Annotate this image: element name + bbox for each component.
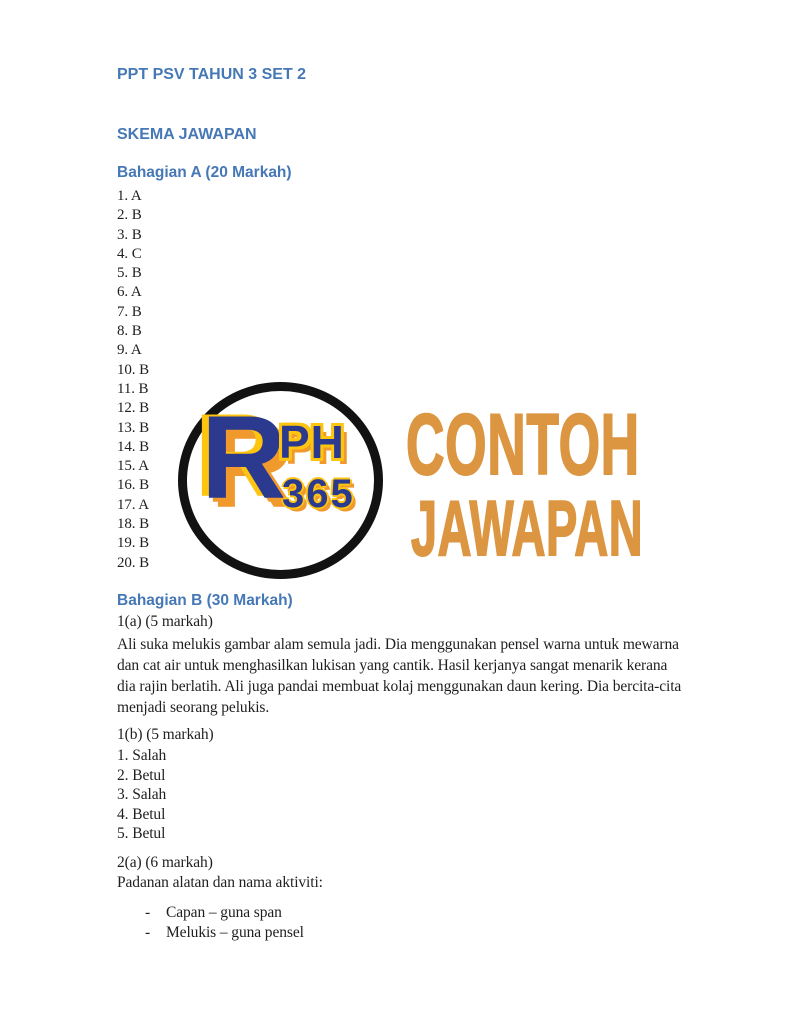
section-a-answer-list xyxy=(117,187,149,573)
bullet-item xyxy=(117,903,304,923)
watermark-contoh: CONTOH xyxy=(406,397,640,493)
q2a-bullet-list xyxy=(117,903,304,943)
answer-item: 15. A xyxy=(117,458,150,475)
answer-item: 5. B xyxy=(117,265,142,282)
answer-item: 16. B xyxy=(117,477,150,494)
bullet-text: Melukis – guna pensel xyxy=(166,924,304,941)
answer-item: 1. Salah xyxy=(117,747,167,764)
answer-item: 3. B xyxy=(117,226,142,243)
doc-subtitle: SKEMA JAWAPAN xyxy=(117,126,257,143)
bullet-dash: - xyxy=(145,924,151,941)
answer-item: 11. B xyxy=(117,380,149,397)
answer-item: 4. C xyxy=(117,245,142,262)
q1b-answer-list xyxy=(117,746,166,844)
logo-number-365: 365 xyxy=(282,472,355,516)
section-b-heading: Bahagian B (30 Markah) xyxy=(117,592,293,609)
answer-item: 10. B xyxy=(117,361,150,378)
q2a-intro: Padanan alatan dan nama aktiviti: xyxy=(117,874,323,891)
q1b-label: 1(b) (5 markah) xyxy=(117,726,214,743)
answer-item: 3. Salah xyxy=(117,786,167,804)
watermark-jawapan: JAWAPAN xyxy=(411,484,644,572)
paragraph-line: menjadi seorang pelukis. xyxy=(117,699,270,716)
bullet-dash: - xyxy=(145,904,151,921)
logo-letters-ph: PH xyxy=(279,416,345,468)
answer-item: 19. B xyxy=(117,535,150,552)
answer-item: 17. A xyxy=(117,496,150,513)
answer-item: 9. A xyxy=(117,342,142,359)
answer-item: 4. Betul xyxy=(117,805,166,823)
answer-item: 1. A xyxy=(117,188,142,204)
answer-item: 5. Betul xyxy=(117,825,166,843)
q1a-paragraph xyxy=(117,634,681,718)
answer-item: 14. B xyxy=(117,438,150,455)
logo-letter-r: R xyxy=(201,392,287,524)
answer-item: 6. A xyxy=(117,284,142,301)
bullet-text: Capan – guna span xyxy=(166,904,282,921)
q1a-label: 1(a) (5 markah) xyxy=(117,613,213,630)
answer-item: 12. B xyxy=(117,400,150,417)
answer-item: 20. B xyxy=(117,554,150,571)
answer-item: 2. Betul xyxy=(117,766,166,784)
rph365-logo xyxy=(178,382,383,579)
bullet-item xyxy=(117,923,304,943)
answer-item: 7. B xyxy=(117,303,142,320)
answer-item: 8. B xyxy=(117,323,142,340)
q2a-label: 2(a) (6 markah) xyxy=(117,854,213,871)
section-a-heading: Bahagian A (20 Markah) xyxy=(117,164,292,181)
answer-item: 13. B xyxy=(117,419,150,436)
paragraph-line: Ali suka melukis gambar alam semula jadi. Dia menggunakan pensel warna untuk mewarna xyxy=(117,636,679,653)
paragraph-line: dia rajin berlatih. Ali juga pandai membuat kolaj menggunakan daun kering. Dia bercita-cita xyxy=(117,678,682,695)
paragraph-line: dan cat air untuk menghasilkan lukisan yang cantik. Hasil kerjanya sangat menarik kerana xyxy=(117,657,668,674)
doc-title: PPT PSV TAHUN 3 SET 2 xyxy=(117,66,307,83)
answer-item: 2. B xyxy=(117,207,142,224)
answer-item: 18. B xyxy=(117,516,150,533)
